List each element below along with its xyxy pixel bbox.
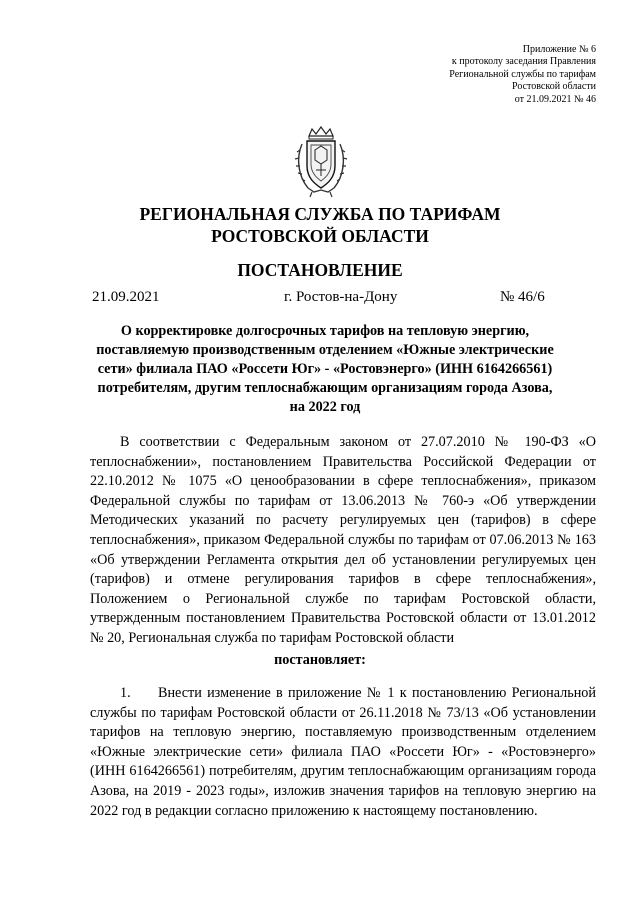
item-text: Внести изменение в приложение № 1 к постановлению Региональной службы по тарифам Ростовской области от 26.11.2018 № 73/13 «Об установлении тарифов на тепловую энергию, поставляемую производственным отделением «Южные электрические сети» филиала ПАО «Россети Юг» - «Ростовэнерго» (ИНН 6164266561) потребителям, другим теплоснабжающим организациям города Азова, на 2019 - 2023 годы», изложив значения тарифов на тепловую энергию на 2022 год в редакции согласно приложению к настоящему постановлению. <box>90 685 596 819</box>
document-city: г. Ростов-на-Дону <box>284 289 398 305</box>
preamble-paragraph: В соответствии с Федеральным законом от 27.07.2010 № 190-ФЗ «О теплоснабжении», постановлением Правительства Российской Федерации от 22.10.2012 № 1075 «О ценообразовании в сфере теплоснабжения», приказом Федеральной службы по тарифам от 13.06.2013 № 760-э «Об утверждении Методических указаний по расчету регулируемых цен (тарифов) в сфере теплоснабжения», приказом Федеральной службы по тарифам от 07.06.2013 № 163 «Об утверждении Регламента открытия дел об установлении регулируемых цен (тарифов) и отмене регулирования тарифов в сфере теплоснабжения», Положением о Региональной службе по тарифам Ростовской области, утвержденным постановлением Правительства Ростовской области от 13.01.2012 № 20, Региональная служба по тарифам Ростовской области <box>90 434 596 646</box>
document-date: 21.09.2021 <box>92 289 160 305</box>
appendix-line: от 21.09.2021 № 46 <box>514 93 596 105</box>
organization-name <box>0 203 640 247</box>
item-number: 1. <box>120 685 131 701</box>
decree-word: постановляет: <box>274 652 366 668</box>
appendix-line: Ростовской области <box>512 81 596 93</box>
organization-line: РОСТОВСКОЙ ОБЛАСТИ <box>211 226 429 246</box>
item-paragraph <box>90 684 596 821</box>
appendix-note <box>449 44 596 106</box>
document-number: № 46/6 <box>500 289 545 305</box>
document-subject: О корректировке долгосрочных тарифов на тепловую энергию, поставляемую производственным отделением «Южные электрические сети» филиала ПАО «Россети Юг» - «Ростовэнерго» (ИНН 6164266561) потребителям, другим теплоснабжающим организациям города Азова, на 2022 год <box>96 323 554 415</box>
appendix-line: Приложение № 6 <box>522 44 596 55</box>
appendix-line: Региональной службы по тарифам <box>449 68 596 80</box>
rostov-coat-of-arms-icon <box>294 126 348 198</box>
organization-line: РЕГИОНАЛЬНАЯ СЛУЖБА ПО ТАРИФАМ <box>139 204 501 224</box>
appendix-line: к протоколу заседания Правления <box>451 56 596 68</box>
document-type: ПОСТАНОВЛЕНИЕ <box>237 260 403 280</box>
